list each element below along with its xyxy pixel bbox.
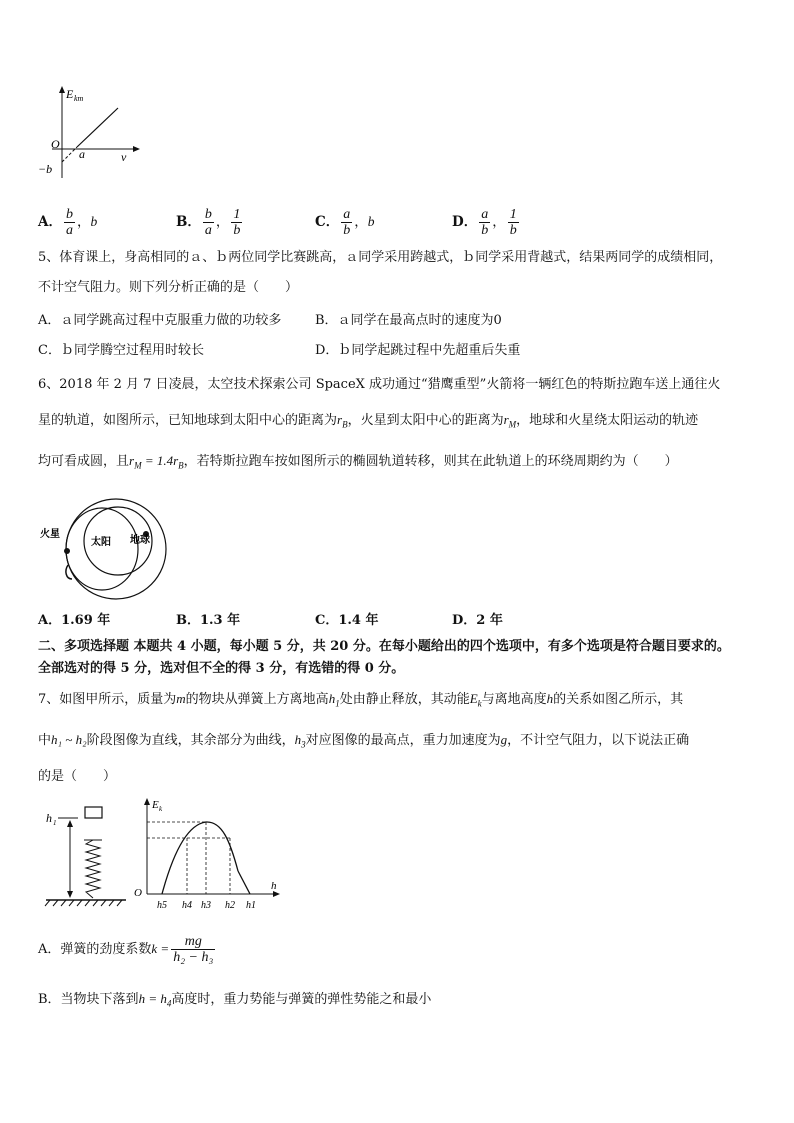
section2-line2: 全部选对的得 5 分，选对但不全的得 3 分，有选错的得 0 分。 [38, 661, 405, 676]
fig-h1-sub: 1 [53, 819, 57, 827]
q4-option-b: B． $\frac{b}{a}$ ， $\frac{1}{b}$ [176, 207, 241, 238]
q5-option-c: C．ｂ同学腾空过程用时较长 [38, 343, 204, 358]
q4-graph [34, 84, 144, 184]
block [85, 807, 102, 818]
q7-line2: 中h₁ ~ h₂阶段图像为直线，其余部分为曲线，$h_3$对应图像的最高点，重力加速度为g，不计空气阻力，以下说法正确 [38, 732, 690, 750]
q4-option-c: C． $\frac{a}{b}$ ，b [315, 207, 375, 238]
tick-h3: h3 [201, 900, 211, 911]
q7-spring-figure [40, 802, 130, 912]
q5-option-b: B．ａ同学在最高点时的速度为0 [315, 313, 502, 328]
q5-line2: 不计空气阻力。则下列分析正确的是（ ） [38, 280, 299, 295]
tick-h1: h1 [246, 900, 256, 911]
fig-mars-label: 火星 [40, 529, 60, 540]
graph4-xlabel: v [121, 150, 127, 164]
graph7-ylabel: E [152, 799, 159, 811]
graph7-ysub: k [159, 805, 163, 813]
fig-sun-label: 太阳 [91, 537, 111, 548]
q6-orbit-figure [38, 497, 170, 602]
q5-option-a: A．ａ同学跳高过程中克服重力做的功较多 [38, 313, 282, 328]
q7-line3: 的是（ ） [38, 769, 117, 784]
q6-option-b: B．1.3 年 [176, 613, 241, 628]
q4-option-d: D． $\frac{a}{b}$ ， $\frac{1}{b}$ [452, 207, 517, 238]
graph4-ylabel: E [66, 87, 74, 101]
q6-line3: 均可看成圆，且$r_M = 1.4r_B$，若特斯拉跑车按如图所示的椭圆轨道转移，则其在此轨道上的环绕周期约为（ ） [38, 453, 678, 471]
q7-option-a: A．弹簧的劲度系数k = $\frac{mg}{\text{h₂ − h₃}}$ [38, 934, 214, 965]
q6-option-c: C．1.4 年 [315, 613, 379, 628]
q6-option-a: A．1.69 年 [38, 613, 111, 628]
tick-h2: h2 [225, 900, 235, 911]
graph4-ysub: km [74, 94, 84, 103]
q6-option-d: D．2 年 [452, 613, 503, 628]
graph7-origin: O [134, 887, 142, 899]
q7-line1: 7、如图甲所示，质量为m的物块从弹簧上方离地高$h_1$处由静止释放，其动能$E_k$与离地高度h的关系如图乙所示，其 [38, 691, 684, 709]
graph7-xlabel: h [271, 880, 277, 892]
tick-h4: h4 [182, 900, 192, 911]
graph4-origin: O [51, 137, 60, 151]
q7-ek-graph [130, 796, 285, 914]
q5-line1: 5、体育课上，身高相同的ａ、ｂ两位同学比赛跳高，ａ同学采用跨越式，ｂ同学采用背越式，结果两同学的成绩相同， [38, 250, 723, 265]
fig-earth-label: 地球 [130, 535, 150, 546]
fig-h1-label: h [46, 811, 52, 825]
q6-line1: 6、2018 年 2 月 7 日凌晨，太空技术探索公司 SpaceX 成功通过“猎鹰重型”火箭将一辆红色的特斯拉跑车送上通往火 [38, 377, 721, 392]
section2-line1: 二、多项选择题 本题共 4 小题，每小题 5 分，共 20 分。在每小题给出的四个选项中，有多个选项是符合题目要求的。 [38, 639, 730, 654]
q7-option-b: B．当物块下落到$h = h_4$高度时，重力势能与弹簧的弹性势能之和最小 [38, 991, 432, 1009]
q6-line2: 星的轨道，如图所示，已知地球到太阳中心的距离为$r_B$，火星到太阳中心的距离为$r_M$，地球和火星绕太阳运动的轨迹 [38, 412, 699, 430]
q4-option-a: A． $\frac{b}{a}$ ，b [38, 207, 98, 238]
tick-h5: h5 [157, 900, 167, 911]
q5-option-d: D．ｂ同学起跳过程中先超重后失重 [315, 343, 521, 358]
graph4-negb: −b [38, 162, 53, 176]
graph4-a: a [79, 147, 85, 161]
